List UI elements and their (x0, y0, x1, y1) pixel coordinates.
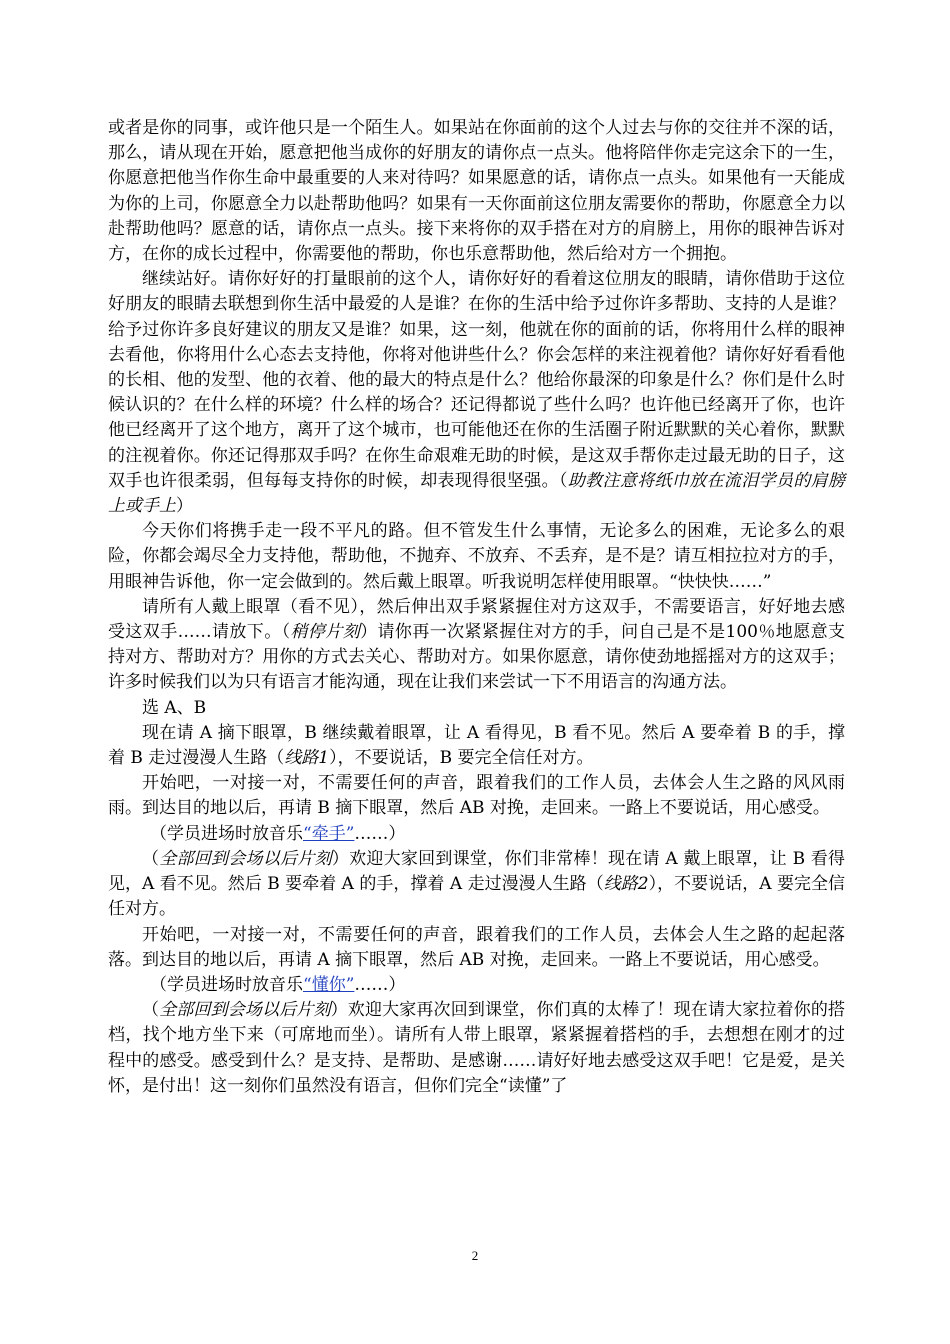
document-body (108, 116, 845, 1099)
page-number: 2 (471, 1248, 479, 1263)
music-link-qianshou[interactable]: “牵手” (303, 823, 355, 844)
route-1-note: 线路1 (284, 748, 330, 769)
return-note-1: 全部回到会场以后片刻 (159, 848, 332, 869)
paragraph-b-leads-a: （全部回到会场以后片刻）欢迎大家回到课堂，你们非常棒！现在请 A 戴上眼罩，让 B 看得见，A 看不见。然后 B 要牵着 A 的手，撑着 A 走过漫漫人生路（线路2），不要说话，A 要完全信任对方。 (108, 848, 846, 920)
paragraph-blindfold: 请所有人戴上眼罩（看不见），然后伸出双手紧紧握住对方这双手，不需要语言，好好地去感受这双手……请放下。（稍停片刻）请你再一次紧紧握住对方的手，问自己是不是100％地愿意支持对方、帮助对方？用你的方式去关心、帮助对方。如果你愿意，请你使劲地摇摇对方的这双手；许多时候我们以为只有语言才能沟通，现在让我们来尝试一下不用语言的沟通方法。 (108, 596, 846, 693)
paragraph-colleague: 或者是你的同事，或许他只是一个陌生人。如果站在你面前的这个人过去与你的交往并不深的话，那么，请从现在开始，愿意把他当成你的好朋友的请你点一点头。他将陪伴你走完这余下的一生，你愿意把他当作你生命中最重要的人来对待吗？如果愿意的话，请你点一点头。如果他有一天能成为你的上司，你愿意全力以赴帮助他吗？如果有一天你面前这位朋友需要你的帮助，你愿意全力以赴帮助他吗？愿意的话，请你点一点头。接下来将你的双手搭在对方的肩膀上，用你的眼神告诉对方，在你的成长过程中，你需要他的帮助，你也乐意帮助他，然后给对方一个拥抱。 (108, 118, 845, 265)
paragraph-choose-ab: 选 A、B (142, 697, 207, 718)
route-2-note: 线路2 (603, 874, 649, 895)
paragraph-keep-standing: 继续站好。请你好好的打量眼前的这个人，请你好好的看着这位朋友的眼睛，请你借助于这位好朋友的眼睛去联想到你生活中最爱的人是谁？在你的生活中给予过你许多帮助、支持的人是谁？给予过你许多良好建议的朋友又是谁？如果，这一刻，他就在你的面前的话，你将用什么样的眼神去看他，你将用什么心态去支持他，你将对他讲些什么？你会怎样的来注视着他？请你好好看看他的长相、他的发型、他的衣着、他的最大的特点是什么？他给你最深的印象是什么？你们是什么时候认识的？在什么样的环境？什么样的场合？还记得都说了些什么吗？也许他已经离开了你，也许他已经离开了这个地方，离开了这个城市，也可能他还在你的生活圈子附近默默的关心着你，默默的注视着你。你还记得那双手吗？在你生命艰难无助的时候，是这双手帮你走过最无助的日子，这双手也许很柔弱，但每每支持你的时候，却表现得很坚强。（助教注意将纸巾放在流泪学员的肩膀上或手上） (108, 269, 846, 517)
music-link-dongni[interactable]: “懂你” (303, 974, 355, 995)
paragraph-start-round-1: 开始吧，一对接一对，不需要任何的声音，跟着我们的工作人员，去体会人生之路的风风雨雨。到达目的地以后，再请 B 摘下眼罩，然后 AB 对挽，走回来。一路上不要说话，用心感受。 (108, 773, 845, 819)
return-note-2: 全部回到会场以后片刻 (159, 1000, 331, 1021)
paragraph-sit-down: （全部回到会场以后片刻）欢迎大家再次回到课堂，你们真的太棒了！现在请大家拉着你的搭档，找个地方坐下来（可席地而坐）。请所有人带上眼罩，紧紧握着搭档的手，去想想在刚才的过程中的感受。感受到什么？是支持、是帮助、是感谢……请好好地去感受这双手吧！它是爱，是关怀，是付出！这一刻你们虽然没有语言，但你们完全“读懂”了 (108, 1000, 846, 1096)
pause-note: 稍停片刻 (290, 622, 361, 643)
assistant-note: 助教注意将纸巾放在流泪学员的肩膀上或手上 (108, 470, 846, 517)
music-cue-1: （学员进场时放音乐“牵手”……） (150, 823, 406, 844)
paragraph-a-leads-b: 现在请 A 摘下眼罩，B 继续戴着眼罩，让 A 看得见，B 看不见。然后 A 要牵着 B 的手，撑着 B 走过漫漫人生路（线路1），不要说话，B 要完全信任对方。 (108, 722, 845, 769)
paragraph-walk-together: 今天你们将携手走一段不平凡的路。但不管发生什么事情，无论多么的困难，无论多么的艰险，你都会竭尽全力支持他，帮助他，不抛弃、不放弃、不丢弃，是不是？请互相拉拉对方的手，用眼神告诉他，你一定会做到的。然后戴上眼罩。听我说明怎样使用眼罩。“快快快……” (108, 521, 845, 592)
music-cue-2: （学员进场时放音乐“懂你”……） (150, 974, 406, 995)
paragraph-start-round-2: 开始吧，一对接一对，不需要任何的声音，跟着我们的工作人员，去体会人生之路的起起落落。到达目的地以后，再请 A 摘下眼罩，然后 AB 对挽，走回来。一路上不要说话，用心感受。 (108, 924, 845, 970)
